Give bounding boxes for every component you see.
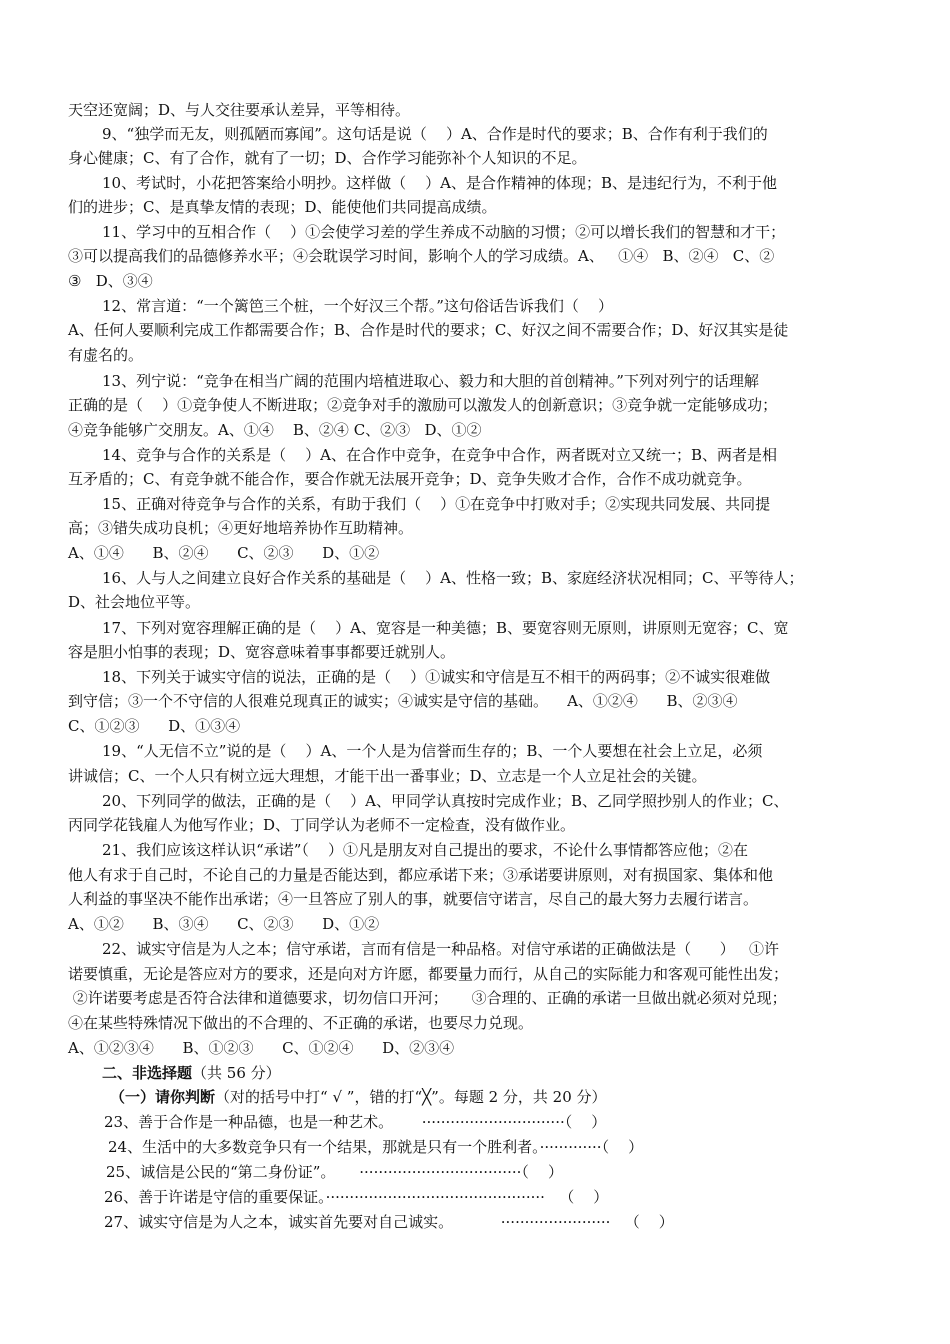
text-line: A、①②③④ B、①②③ C、①②④ D、②③④ <box>68 1039 455 1057</box>
text-line: A、①② B、③④ C、②③ D、①② <box>68 915 380 933</box>
question-20: 20、下列同学的做法，正确的是（ ）A、甲同学认真按时完成作业；B、乙同学照抄别人的作业；C、 <box>102 792 789 810</box>
question-9: 9、“独学而无友，则孤陋而寡闻”。这句话是说（ ）A、合作是时代的要求；B、合作有利于我们的 <box>102 125 768 143</box>
text-line: ④竞争能够广交朋友。A、①④ B、②④ C、②③ D、①② <box>68 421 482 439</box>
text-line: 天空还宽阔；D、与人交往要承认差异，平等相待。 <box>68 101 411 119</box>
text-line: 诺要慎重，无论是答应对方的要求，还是向对方许愿，都要量力而行，从自己的实际能力和客观可能性出发； <box>68 965 789 983</box>
section-title: 二、非选择题 <box>102 1064 193 1082</box>
section-heading <box>102 1061 281 1086</box>
question-22: 22、诚实守信是为人之本；信守承诺，言而有信是一种品格。对信守承诺的正确做法是（ ） ①许 <box>102 940 780 958</box>
text-line: 人利益的事坚决不能作出承诺；④一旦答应了别人的事，就要信守诺言，尽自己的最大努力去履行诺言。 <box>68 890 759 908</box>
text-line: 互矛盾的；C、有竞争就不能合作，要合作就无法展开竞争；D、竞争失败才合作，合作不成功就竞争。 <box>68 470 752 488</box>
text-line: 身心健康；C、有了合作，就有了一切；D、合作学习能弥补个人知识的不足。 <box>68 149 587 167</box>
text-line: ③ D、③④ <box>68 272 153 290</box>
question-15: 15、正确对待竞争与合作的关系，有助于我们（ ）①在竞争中打败对手；②实现共同发展、共同提 <box>102 495 771 513</box>
text-line: ④在某些特殊情况下做出的不合理的、不正确的承诺，也要尽力兑现。 <box>68 1014 534 1032</box>
text-line: D、社会地位平等。 <box>68 593 201 611</box>
text-line: 他人有求于自己时，不论自己的力量是否能达到，都应承诺下来；③承诺要讲原则，对有损国家、集体和他 <box>68 866 774 884</box>
text-line: ③可以提高我们的品德修养水平；④会耽误学习时间，影响个人的学习成绩。A、 ①④ B、②④ C、② <box>68 247 775 265</box>
question-16: 16、人与人之间建立良好合作关系的基础是（ ）A、性格一致；B、家庭经济状况相同；C、平等待人； <box>102 569 804 587</box>
question-10: 10、考试时，小花把答案给小明抄。这样做（ ）A、是合作精神的体现；B、是违纪行为，不利于他 <box>102 174 778 192</box>
text-line: 丙同学花钱雇人为他写作业；D、丁同学认为老师不一定检查，没有做作业。 <box>68 816 576 834</box>
question-13: 13、列宁说：“竞争在相当广阔的范围内培植进取心、毅力和大胆的首创精神。”下列对列宁的话理解 <box>102 372 759 390</box>
judge-item-24: 24、生活中的大多数竞争只有一个结果，那就是只有一个胜利者。·············（ ） <box>108 1138 644 1156</box>
judge-item-27: 27、诚实守信是为人之本，诚实首先要对自己诚实。 ······················· （ ） <box>104 1213 674 1231</box>
text-line: A、任何人要顺利完成工作都需要合作；B、合作是时代的要求；C、好汉之间不需要合作；D、好汉其实是徒 <box>68 321 789 339</box>
part-instruction: （对的括号中打“ √ ”，错的打“╳”。每题 2 分，共 20 分） <box>215 1088 607 1106</box>
text-line: 高；③错失成功良机；④更好地培养协作互助精神。 <box>68 519 414 537</box>
part-title: （一）请你判断 <box>110 1088 216 1106</box>
question-11: 11、学习中的互相合作（ ）①会使学习差的学生养成不动脑的习惯；②可以增长我们的智慧和才干； <box>102 223 786 241</box>
text-line: C、①②③ D、①③④ <box>68 717 241 735</box>
text-line: 容是胆小怕事的表现；D、宽容意味着事事都要迁就别人。 <box>68 643 456 661</box>
text-line: A、①④ B、②④ C、②③ D、①② <box>68 544 380 562</box>
judge-item-25: 25、诚信是公民的“第二身份证”。 ··································（ ） <box>106 1163 563 1181</box>
judge-item-23: 23、善于合作是一种品德，也是一种艺术。 ······························（ ） <box>104 1113 607 1131</box>
text-line: 讲诚信；C、一个人只有树立远大理想，才能干出一番事业；D、立志是一个人立足社会的关键。 <box>68 767 707 785</box>
text-line: ②许诺要考虑是否符合法律和道德要求，切勿信口开河； ③合理的、正确的承诺一旦做出就必须对兑现； <box>68 989 787 1007</box>
text-line: 们的进步；C、是真挚友情的表现；D、能使他们共同提高成绩。 <box>68 198 497 216</box>
text-line: 正确的是（ ）①竞争使人不断进取；②竞争对手的激励可以激发人的创新意识；③竞争就一定能够成功； <box>68 396 778 414</box>
question-17: 17、下列对宽容理解正确的是（ ）A、宽容是一种美德；B、要宽容则无原则，讲原则无宽容；C、宽 <box>102 619 789 637</box>
question-14: 14、竞争与合作的关系是（ ）A、在合作中竞争，在竞争中合作，两者既对立又统一；B、两者是相 <box>102 446 778 464</box>
question-21: 21、我们应该这样认识“承诺”（ ）①凡是朋友对自己提出的要求，不论什么事情都答应他；②在 <box>102 841 749 859</box>
part-heading <box>110 1085 607 1110</box>
text-line: 有虚名的。 <box>68 346 144 364</box>
question-12: 12、常言道：“一个篱笆三个桩，一个好汉三个帮。”这句俗话告诉我们（ ） <box>102 297 613 315</box>
text-line: 到守信；③一个不守信的人很难兑现真正的诚实；④诚实是守信的基础。 A、①②④ B、②③④ <box>68 692 738 710</box>
question-19: 19、“人无信不立”说的是（ ）A、一个人是为信誉而生存的；B、一个人要想在社会上立足，必须 <box>102 742 763 760</box>
judge-item-26: 26、善于许诺是守信的重要保证。·············································· （ ） <box>104 1188 609 1206</box>
question-18: 18、下列关于诚实守信的说法，正确的是（ ）①诚实和守信是互不相干的两码事；②不诚实很难做 <box>102 668 771 686</box>
section-note: （共 56 分） <box>192 1064 281 1082</box>
